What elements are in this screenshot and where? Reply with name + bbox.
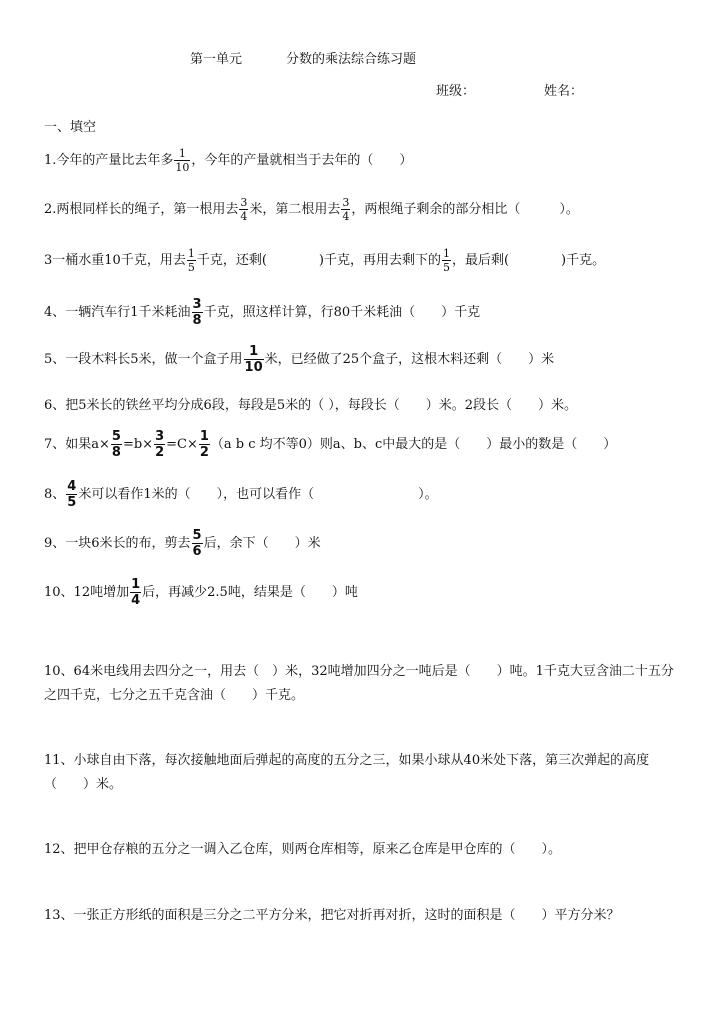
question-6 (44, 398, 577, 414)
denominator: 5 (442, 261, 450, 274)
question-4 (44, 298, 480, 327)
numerator: 1 (199, 429, 209, 444)
numerator: 1 (442, 247, 450, 260)
q4-text-a: 4、一辆汽车行1千米耗油 (44, 305, 191, 320)
q2-text-c: ，两根绳子剩余的部分相比（ ）。 (351, 202, 579, 217)
q4-fraction (192, 298, 203, 327)
worksheet-title (190, 48, 416, 67)
q1-fraction (174, 148, 190, 173)
q5-fraction (244, 345, 264, 374)
q9-text-a: 9、一块6米长的布，剪去 (44, 536, 191, 551)
q7-fraction-2 (154, 430, 165, 459)
q3-fraction-2 (442, 248, 451, 273)
q1-text-a: 1.今年的产量比去年多 (44, 153, 174, 168)
denominator: 10 (244, 360, 263, 375)
q8-text-b: 米可以看作1米的（ ），也可以看作（ ）。 (78, 487, 438, 502)
question-8 (44, 480, 438, 509)
question-10b: 10、64米电线用去四分之一，用去（ ）米，32吨增加四分之一吨后是（ ）吨。1千克大豆含油二十五分之四千克，七分之五千克含油（ ）千克。 (44, 664, 674, 703)
student-info (436, 80, 584, 99)
q2-text-a: 2.两根同样长的绳子，第一根用去 (44, 202, 239, 217)
title-text: 分数的乘法综合练习题 (286, 52, 417, 67)
question-1 (44, 148, 412, 173)
numerator: 1 (187, 247, 195, 260)
question-10 (44, 578, 358, 607)
denominator: 4 (240, 210, 248, 223)
q2-text-b: 米，第二根用去 (249, 202, 341, 217)
q7-text-b: =b× (122, 437, 154, 452)
unit-label: 第一单元 (190, 52, 243, 67)
denominator: 8 (111, 445, 121, 460)
q7-text-d: （a b c 均不等0）则a、b、c中最大的是（ ）最小的数是（ ） (210, 437, 617, 452)
denominator: 10 (175, 161, 190, 174)
q10-fraction (130, 578, 141, 607)
q5-text-a: 5、一段木料长5米，做一个盒子用 (44, 352, 243, 367)
numerator: 1 (131, 577, 141, 592)
question-2 (44, 197, 579, 222)
numerator: 3 (155, 429, 165, 444)
denominator: 5 (67, 495, 77, 510)
q7-text-a: 7、如果a× (44, 437, 110, 452)
q2-fraction-2 (341, 197, 350, 222)
q7-fraction-3 (199, 430, 210, 459)
question-12: 12、把甲仓存粮的五分之一调入乙仓库，则两仓库相等，原来乙仓库是甲仓库的（ ）。 (44, 842, 562, 857)
q3-text-c: ，最后剩( )千克。 (451, 253, 606, 268)
name-label: 姓名： (544, 84, 584, 99)
question-13: 13、一张正方形纸的面积是三分之二平方分米，把它对折再对折，这时的面积是（ ）平方分米？ (44, 908, 620, 923)
q4-text-b: 千克，照这样计算，行80千米耗油（ ）千克 (203, 305, 481, 320)
q3-text-b: 千克，还剩( )千克，再用去剩下的 (196, 253, 441, 268)
numerator: 1 (174, 148, 190, 161)
q8-fraction (66, 480, 77, 509)
numerator: 3 (192, 297, 202, 312)
question-5 (44, 345, 554, 374)
q7-fraction-1 (111, 430, 122, 459)
q1-text-b: ，今年的产量就相当于去年的（ ） (191, 153, 413, 168)
q6-text-a: 6、把5米长的铁丝平均分成6段，每段是5米的（ ），每段长（ ）米。2段长（ ）米。 (44, 398, 577, 413)
denominator: 4 (131, 593, 141, 608)
numerator: 3 (240, 196, 248, 209)
denominator: 2 (199, 445, 209, 460)
numerator: 3 (342, 196, 350, 209)
q8-text-a: 8、 (44, 487, 66, 502)
q9-fraction (192, 529, 203, 558)
q7-text-c: =C× (166, 437, 198, 452)
numerator: 5 (192, 528, 202, 543)
question-7 (44, 430, 616, 459)
denominator: 4 (342, 210, 350, 223)
question-3 (44, 248, 605, 273)
q3-text-a: 3一桶水重10千克，用去 (44, 253, 186, 268)
question-11: 11、小球自由下落，每次接触地面后弹起的高度的五分之三，如果小球从40米处下落，第三次弹起的高度（ ）米。 (44, 753, 650, 792)
q9-text-b: 后，余下（ ）米 (203, 536, 321, 551)
q3-fraction-1 (187, 248, 196, 273)
q5-text-b: 米，已经做了25个盒子，这根木料还剩（ ）米 (264, 352, 555, 367)
denominator: 5 (187, 261, 195, 274)
numerator: 4 (67, 479, 77, 494)
q2-fraction-1 (239, 197, 248, 222)
denominator: 6 (192, 544, 202, 559)
q10-text-b: 后，再减少2.5吨，结果是（ ）吨 (142, 585, 358, 600)
q10-text-a: 10、12吨增加 (44, 585, 130, 600)
question-9 (44, 529, 321, 558)
denominator: 8 (192, 313, 202, 328)
section-heading: 一、填空 (44, 120, 97, 135)
numerator: 5 (111, 429, 121, 444)
class-label: 班级： (436, 84, 476, 99)
numerator: 1 (244, 345, 264, 360)
denominator: 2 (155, 445, 165, 460)
